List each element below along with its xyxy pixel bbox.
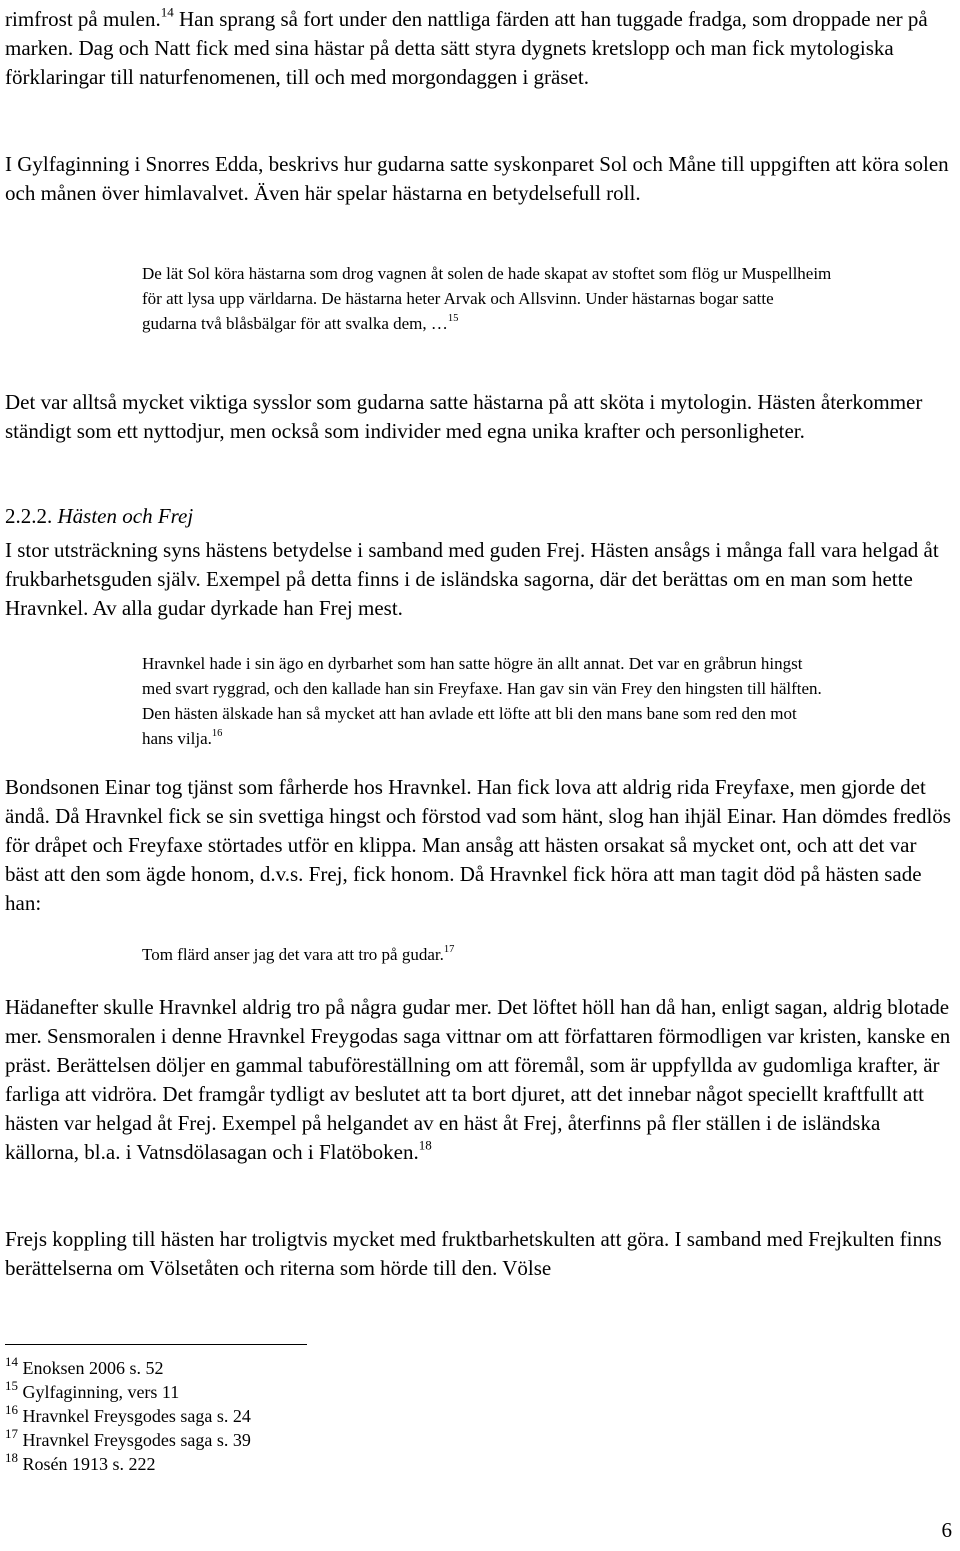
section-title: Hästen och Frej <box>57 504 194 528</box>
footnote-text: Rosén 1913 s. 222 <box>22 1454 156 1474</box>
paragraph-2: I Gylfaginning i Snorres Edda, beskrivs hur gudarna satte syskonparet Sol och Måne till uppgiften att köra solen och månen över himlavalvet. Även här spelar hästarna en betydelsefull roll. <box>5 152 949 205</box>
footnote-ref[interactable]: 14 <box>160 4 174 20</box>
footnote-text: Hravnkel Freysgodes saga s. 39 <box>22 1430 251 1450</box>
footnote-ref[interactable]: 18 <box>418 1137 432 1153</box>
footnote-item <box>5 1380 251 1404</box>
footnote-number: 14 <box>5 1354 18 1370</box>
paragraph-text: rimfrost på mulen. <box>5 7 161 31</box>
paragraph-text: Han sprang så fort under den nattliga färden att han tuggade fradga, som droppade ner på marken. Dag och Natt fick med sina hästar på detta sätt styra dygnets kretslopp och man fick mytologiska förklaringar till naturfenomenen, till och med morgondaggen i gräset. <box>5 7 928 89</box>
footnotes-list <box>5 1356 251 1476</box>
footnote-separator <box>5 1344 307 1345</box>
footnote-item <box>5 1452 251 1476</box>
footnote-ref[interactable]: 17 <box>443 944 455 956</box>
footnote-number: 15 <box>5 1378 18 1394</box>
footnote-item <box>5 1428 251 1452</box>
paragraph-1 <box>5 5 955 92</box>
footnote-item <box>5 1404 251 1428</box>
quote-text: De lät Sol köra hästarna som drog vagnen åt solen de hade skapat av stoftet som flög ur Muspellheim för att lysa upp världarna. De hästarna heter Arvak och Allsvinn. Under hästarnas bogar satte gudarna två blåsbälgar för att svalka dem, … <box>142 264 832 333</box>
section-heading <box>5 502 193 531</box>
block-quote-3 <box>142 942 832 967</box>
footnote-number: 18 <box>5 1450 18 1466</box>
block-quote-2 <box>142 651 832 751</box>
paragraph-7: Frejs koppling till hästen har troligtvis mycket med fruktbarhetskulten att göra. I samband med Frejkulten finns berättelserna om Völsetåten och riterna som hörde till den. Völse <box>5 1227 942 1280</box>
page-number: 6 <box>941 1518 952 1542</box>
footnote-text: Gylfaginning, vers 11 <box>22 1382 180 1402</box>
footnote-number: 16 <box>5 1402 18 1418</box>
footnote-ref[interactable]: 15 <box>447 313 459 325</box>
footnote-ref[interactable]: 16 <box>211 728 223 740</box>
quote-text: Tom flärd anser jag det vara att tro på gudar. <box>142 945 444 964</box>
paragraph-5: Bondsonen Einar tog tjänst som fårherde hos Hravnkel. Han fick lova att aldrig rida Freyfaxe, men gjorde det ändå. Då Hravnkel fick se sin svettiga hingst och förstod vad som hänt, slog han ihjäl Einar. Han dömdes fredlös för dråpet och Freyfaxe störtades utför en klippa. Man ansåg att hästen orsakat så mycket ont, och att det var bäst att den som ägde honom, d.v.s. Frej, fick honom. Då Hravnkel fick höra att man tagit död på hästen sade han: <box>5 775 951 915</box>
footnote-text: Enoksen 2006 s. 52 <box>22 1358 164 1378</box>
footnote-number: 17 <box>5 1426 18 1442</box>
paragraph-6 <box>5 993 955 1167</box>
footnote-text: Hravnkel Freysgodes saga s. 24 <box>22 1406 251 1426</box>
section-number: 2.2.2. <box>5 504 53 528</box>
paragraph-3: Det var alltså mycket viktiga sysslor som gudarna satte hästarna på att sköta i mytologin. Hästen återkommer ständigt som ett nyttodjur, men också som individer med egna unika krafter och personligheter. <box>5 390 923 443</box>
footnote-item <box>5 1356 251 1380</box>
paragraph-text: Hädanefter skulle Hravnkel aldrig tro på några gudar mer. Det löftet höll han då han, enligt sagan, aldrig blotade mer. Sensmoralen i denne Hravnkel Freygodas saga vittnar om att författaren förmodligen var kristen, kanske en präst. Berättelsen döljer en gammal tabuföreställning om att föremål, som är uppfyllda av gudomliga krafter, är farliga att vidröra. Det framgår tydligt av beslutet att ta bort djuret, att det innebar något speciellt kraftfullt att hästen var helgad åt Frej. Exempel på helgandet av en häst åt Frej, återfinns på fler ställen i de isländska källorna, bl.a. i Vatnsdölasagan och i Flatöboken. <box>5 995 951 1164</box>
paragraph-4: I stor utsträckning syns hästens betydelse i samband med guden Frej. Hästen ansågs i många fall vara helgad åt frukbarhetsguden själv. Exempel på detta finns i de isländska sagorna, där det berättas om en man som hette Hravnkel. Av alla gudar dyrkade han Frej mest. <box>5 538 939 620</box>
block-quote-1 <box>142 261 832 336</box>
quote-text: Hravnkel hade i sin ägo en dyrbarhet som han satte högre än allt annat. Det var en gråbrun hingst med svart ryggrad, och den kallade han sin Freyfaxe. Han gav sin vän Frey den hingsten till hälften. Den hästen älskade han så mycket att han avlade ett löfte att bli den mans bane som red den mot hans vilja. <box>142 654 822 748</box>
